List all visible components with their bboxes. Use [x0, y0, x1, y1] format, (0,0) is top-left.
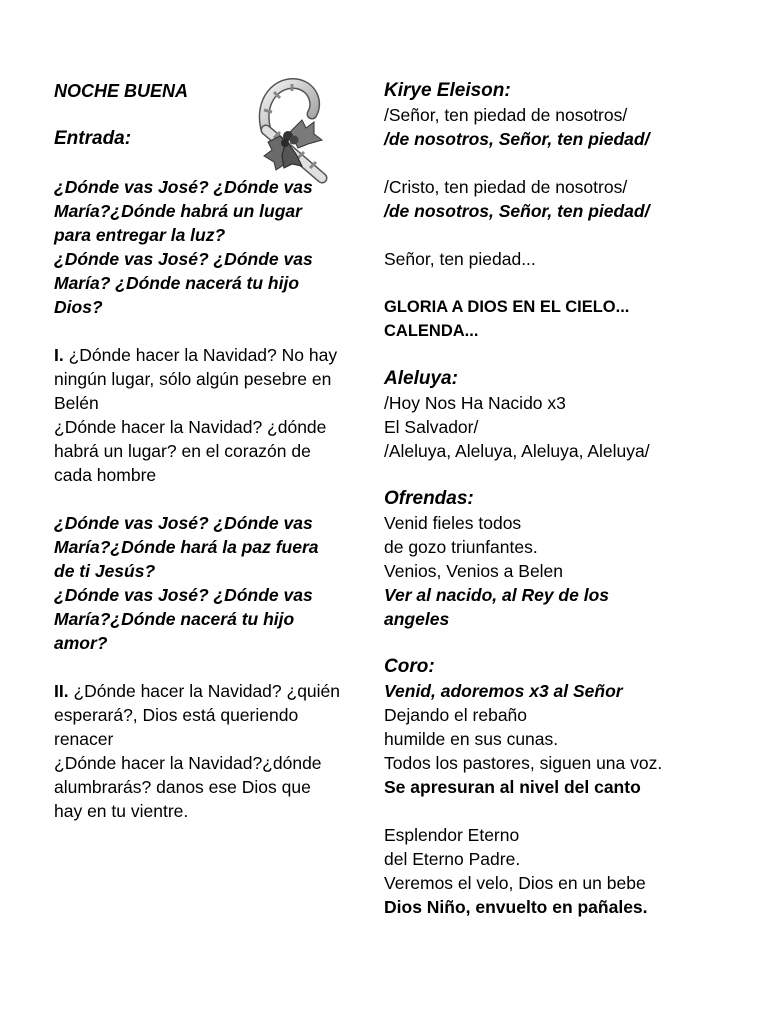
lyric-line: Venid, adoremos x3 al Señor [384, 681, 623, 701]
lyric-line: María? ¿Dónde nacerá tu hijo [54, 273, 300, 293]
lyric-line: amor? [54, 633, 108, 653]
lyric-line: /Cristo, ten piedad de nosotros/ [384, 177, 628, 197]
lyric-line: /Hoy Nos Ha Nacido x3 [384, 393, 566, 413]
lyric-line: /de nosotros, Señor, ten piedad/ [384, 129, 650, 149]
lyric-line: El Salvador/ [384, 417, 479, 437]
lyric-line: Señor, ten piedad... [384, 249, 536, 269]
lyric-line: ¿Dónde vas José? ¿Dónde vas [54, 513, 313, 533]
lyric-line: angeles [384, 609, 450, 629]
lyric-line: /Señor, ten piedad de nosotros/ [384, 105, 628, 125]
lyric-line: alumbrarás? danos ese Dios que [54, 777, 311, 797]
lyric-line: Dejando el rebaño [384, 705, 528, 725]
entrada-chorus-2 [54, 511, 384, 655]
entrada-chorus-1 [54, 175, 384, 319]
verse-label: I. [54, 345, 64, 365]
lyric-line [54, 343, 384, 367]
lyric-line: Belén [54, 393, 99, 413]
lyric-line: /de nosotros, Señor, ten piedad/ [384, 201, 650, 221]
left-column [54, 79, 384, 823]
lyric-line [54, 679, 384, 703]
song-title: NOCHE BUENA [54, 81, 189, 101]
lyric-line: Venid fieles todos [384, 513, 522, 533]
verse-label: II. [54, 681, 69, 701]
lyric-line: ningún lugar, sólo algún pesebre en [54, 369, 332, 389]
verse-2 [54, 679, 384, 823]
lyric-line: María?¿Dónde habrá un lugar [54, 201, 302, 221]
lyric-line: para entregar la luz? [54, 225, 226, 245]
kirye-heading: Kirye Eleison: [384, 80, 511, 101]
gloria-line: GLORIA A DIOS EN EL CIELO... [384, 298, 630, 316]
lyric-line: Dios? [54, 297, 103, 317]
lyric-line: humilde en sus cunas. [384, 729, 559, 749]
lyric-line: ¿Dónde vas José? ¿Dónde vas [54, 177, 313, 197]
lyric-line: Ver al nacido, al Rey de los [384, 585, 609, 605]
coro-heading: Coro: [384, 656, 435, 677]
entrada-heading: Entrada: [54, 128, 132, 149]
verse-text: ¿Dónde hacer la Navidad? ¿quién [68, 681, 341, 701]
lyric-line: del Eterno Padre. [384, 849, 521, 869]
ofrendas-heading: Ofrendas: [384, 488, 474, 509]
lyric-line: renacer [54, 729, 114, 749]
lyric-line: cada hombre [54, 465, 157, 485]
lyric-line: Dios Niño, envuelto en pañales. [384, 897, 648, 917]
lyric-line: /Aleluya, Aleluya, Aleluya, Aleluya/ [384, 441, 650, 461]
lyric-line: de gozo triunfantes. [384, 537, 538, 557]
right-column [384, 79, 724, 919]
lyric-line: Veremos el velo, Dios en un bebe [384, 873, 646, 893]
lyric-line: habrá un lugar? en el corazón de [54, 441, 311, 461]
lyric-line: María?¿Dónde nacerá tu hijo [54, 609, 295, 629]
calenda-line: CALENDA... [384, 322, 479, 340]
lyric-line: esperará?, Dios está queriendo [54, 705, 299, 725]
aleluya-heading: Aleluya: [384, 368, 458, 389]
lyric-line: Se apresuran al nivel del canto [384, 777, 641, 797]
lyric-line: de ti Jesús? [54, 561, 156, 581]
verse-1 [54, 343, 384, 487]
lyric-line: ¿Dónde hacer la Navidad?¿dónde [54, 753, 322, 773]
lyric-line: ¿Dónde hacer la Navidad? ¿dónde [54, 417, 327, 437]
lyric-line: Todos los pastores, siguen una voz. [384, 753, 663, 773]
lyric-line: hay en tu vientre. [54, 801, 189, 821]
lyric-line: Venios, Venios a Belen [384, 561, 564, 581]
lyric-line: ¿Dónde vas José? ¿Dónde vas [54, 585, 313, 605]
lyric-line: ¿Dónde vas José? ¿Dónde vas [54, 249, 313, 269]
verse-text: ¿Dónde hacer la Navidad? No hay [63, 345, 338, 365]
lyric-line: María?¿Dónde hará la paz fuera [54, 537, 319, 557]
lyric-line: Esplendor Eterno [384, 825, 520, 845]
